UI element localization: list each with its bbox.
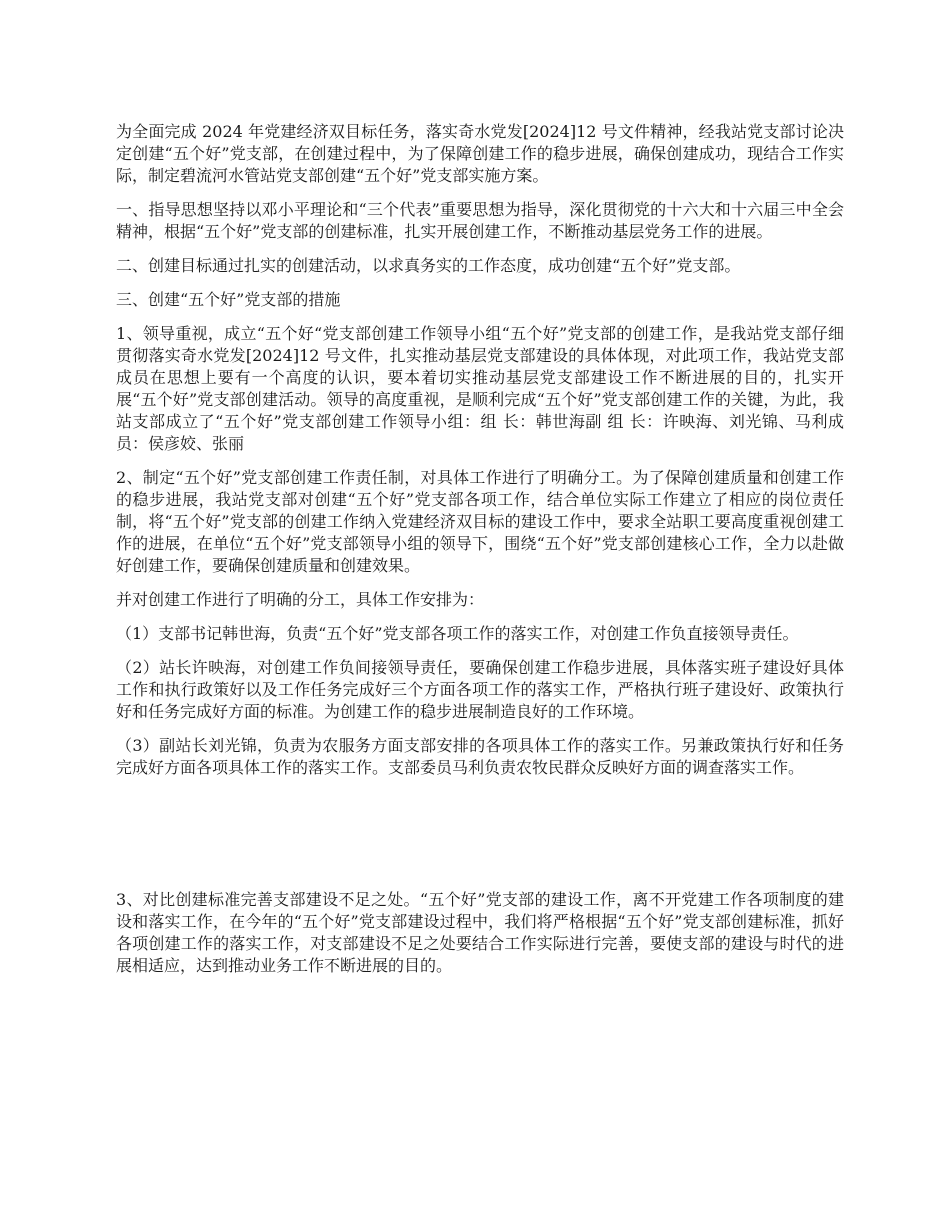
document-body <box>116 121 844 989</box>
paragraph-responsibility: 2、制定“五个好”党支部创建工作责任制，对具体工作进行了明确分工。为了保障创建质量和创建工作的稳步进展，我站党支部对创建“五个好”党支部各项工作，结合单位实际工作建立了相应的岗位责任制，将“五个好”党支部的创建工作纳入党建经济双目标的建设工作中，要求全站职工要高度重视创建工作的进展，在单位“五个好”党支部领导小组的领导下，围绕“五个好”党支部创建核心工作，全力以赴做好创建工作，要确保创建质量和创建效果。 <box>116 468 844 575</box>
paragraph-leadership: 1、领导重视，成立“五个好“党支部创建工作领导小组“五个好”党支部的创建工作，是我站党支部仔细贯彻落实奇水党发[2024]12 号文件，扎实推动基层党支部建设的具体体现，对此项工作，我站党支部成员在思想上要有一个高度的认识，要本着切实推动基层党支部建设工作不断进展的目的，扎实开展“五个好”党支部创建活动。领导的高度重视，是顺利完成“五个好”党支部创建工作的关键，为此，我站支部成立了“五个好”党支部创建工作领导小组：组 长：韩世海副 组 长：许映海、刘光锦、马利成 员：侯彦姣、张丽 <box>116 324 844 453</box>
paragraph-intro: 为全面完成 2024 年党建经济双目标任务，落实奇水党发[2024]12 号文件精神，经我站党支部讨论决定创建“五个好”党支部，在创建过程中，为了保障创建工作的稳步进展，确保创建成功，现结合工作实际，制定碧流河水管站党支部创建“五个好”党支部实施方案。 <box>116 122 844 185</box>
paragraph-division-intro: 并对创建工作进行了明确的分工，具体工作安排为： <box>116 590 485 609</box>
paragraph-measures-heading: 三、创建“五个好”党支部的措施 <box>116 290 341 309</box>
paragraph-guiding-thought: 一、指导思想坚持以邓小平理论和“三个代表”重要思想为指导，深化贯彻党的十六大和十六届三中全会精神，根据“五个好”党支部的创建标准，扎实开展创建工作，不断推动基层党务工作的进展。 <box>116 200 844 241</box>
paragraph-duty-2: （2）站长许映海，对创建工作负间接领导责任，要确保创建工作稳步进展，具体落实班子建设好具体工作和执行政策好以及工作任务完成好三个方面各项工作的落实工作，严格执行班子建设好、政策执行好和任务完成好方面的标准。为创建工作的稳步进展制造良好的工作环境。 <box>116 658 844 721</box>
blank-gap <box>116 791 844 889</box>
paragraph-improvement: 3、对比创建标准完善支部建设不足之处。“五个好”党支部的建设工作，离不开党建工作各项制度的建设和落实工作，在今年的“五个好”党支部建设过程中，我们将严格根据“五个好”党支部创建标准，抓好各项创建工作的落实工作，对支部建设不足之处要结合工作实际进行完善，要使支部的建设与时代的进展相适应，达到推动业务工作不断进展的目的。 <box>116 890 844 975</box>
paragraph-duty-1: （1）支部书记韩世海，负责“五个好”党支部各项工作的落实工作，对创建工作负直接领导责任。 <box>116 624 799 643</box>
paragraph-goal: 二、创建目标通过扎实的创建活动，以求真务实的工作态度，成功创建“五个好”党支部。 <box>116 256 741 275</box>
paragraph-duty-3: （3）副站长刘光锦，负责为农服务方面支部安排的各项具体工作的落实工作。另兼政策执行好和任务完成好方面各项具体工作的落实工作。支部委员马利负责农牧民群众反映好方面的调查落实工作。 <box>116 736 844 777</box>
